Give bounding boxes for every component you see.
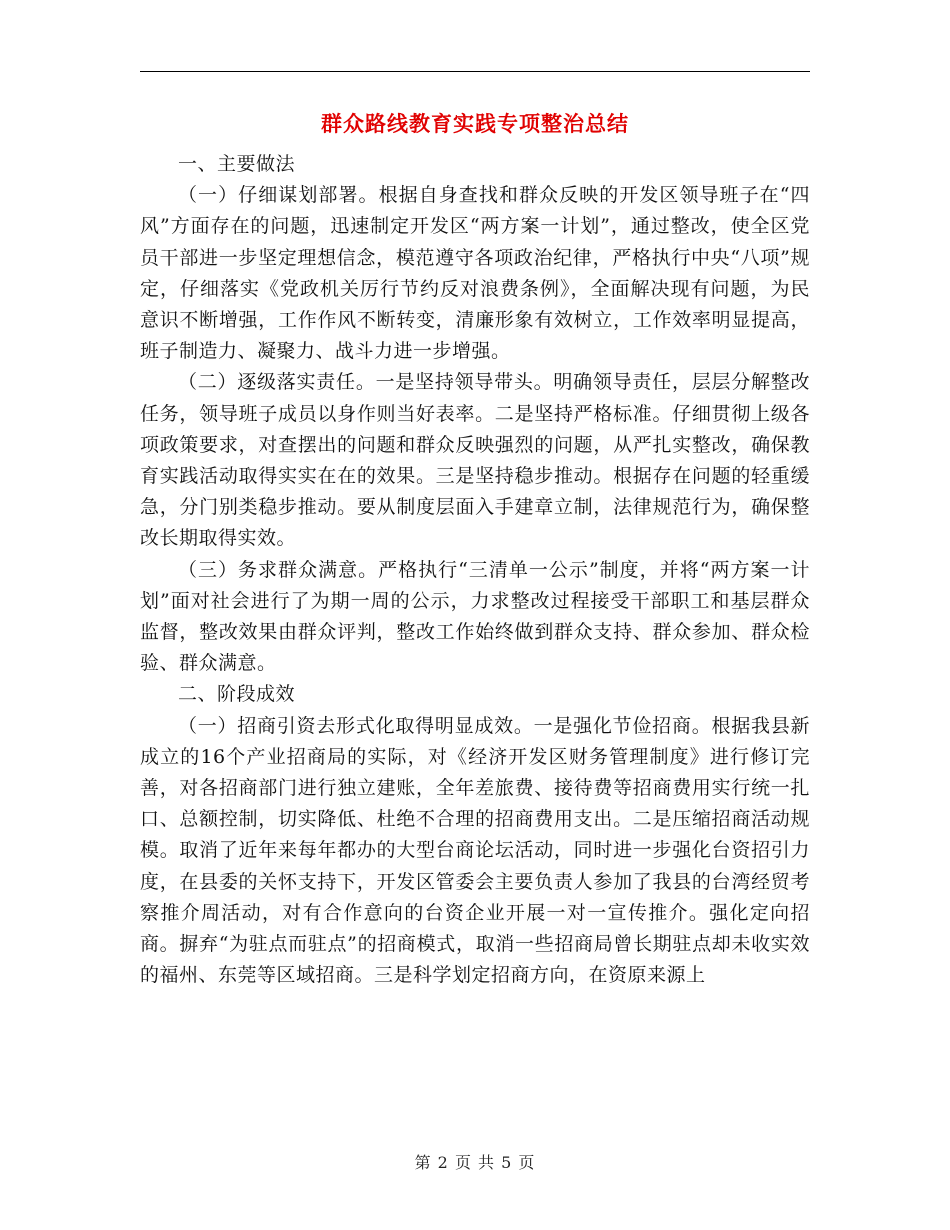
header-rule — [140, 71, 810, 72]
section-heading-main-practices: 一、主要做法 — [178, 153, 296, 175]
document-title: 群众路线教育实践专项整治总结 — [321, 111, 629, 136]
paragraph-investment: （一）招商引资去形式化取得明显成效。一是强化节俭招商。根据我县新成立的16个产业招商局的实际，对《经济开发区财务管理制度》进行修订完善，对各招商部门进行独立建账，全年差旅费、接待费等招商费用实行统一扎口、总额控制，切实降低、杜绝不合理的招商费用支出。二是压缩招商活动规模。取消了近年来每年都办的大型台商论坛活动，同时进一步强化台资招引力度，在县委的关怀支持下，开发区管委会主要负责人参加了我县的台湾经贸考察推介周活动，对有合作意向的台资企业开展一对一宣传推介。强化定向招商。摒弃“为驻点而驻点”的招商模式，取消一些招商局曾长期驻点却未收实效的福州、东莞等区域招商。三是科学划定招商方向，在资原来源上 — [140, 714, 810, 987]
document-body — [140, 149, 810, 991]
paragraph-planning: （一）仔细谋划部署。根据自身查找和群众反映的开发区领导班子在“四风”方面存在的问题，迅速制定开发区“两方案一计划”，通过整改，使全区党员干部进一步坚定理想信念，模范遵守各项政治纪律，严格执行中央“八项”规定，仔细落实《党政机关厉行节约反对浪费条例》，全面解决现有问题，为民意识不断增强，工作作风不断转变，清廉形象有效树立，工作效率明显提高，班子制造力、凝聚力、战斗力进一步增强。 — [140, 184, 810, 363]
page-footer: 第 2 页 共 5 页 — [414, 1153, 536, 1172]
paragraph-satisfaction: （三）务求群众满意。严格执行“三清单一公示”制度，并将“两方案一计划”面对社会进行了为期一周的公示，力求整改过程接受干部职工和基层群众监督，整改效果由群众评判，整改工作始终做到群众支持、群众参加、群众检验、群众满意。 — [140, 558, 810, 675]
paragraph-responsibility: （二）逐级落实责任。一是坚持领导带头。明确领导责任，层层分解整改任务，领导班子成员以身作则当好表率。二是坚持严格标准。仔细贯彻上级各项政策要求，对查摆出的问题和群众反映强烈的问题，从严扎实整改，确保教育实践活动取得实实在在的效果。三是坚持稳步推动。根据存在问题的轻重缓急，分门别类稳步推动。要从制度层面入手建章立制，法律规范行为，确保整改长期取得实效。 — [140, 371, 810, 550]
section-heading-results: 二、阶段成效 — [178, 683, 296, 706]
